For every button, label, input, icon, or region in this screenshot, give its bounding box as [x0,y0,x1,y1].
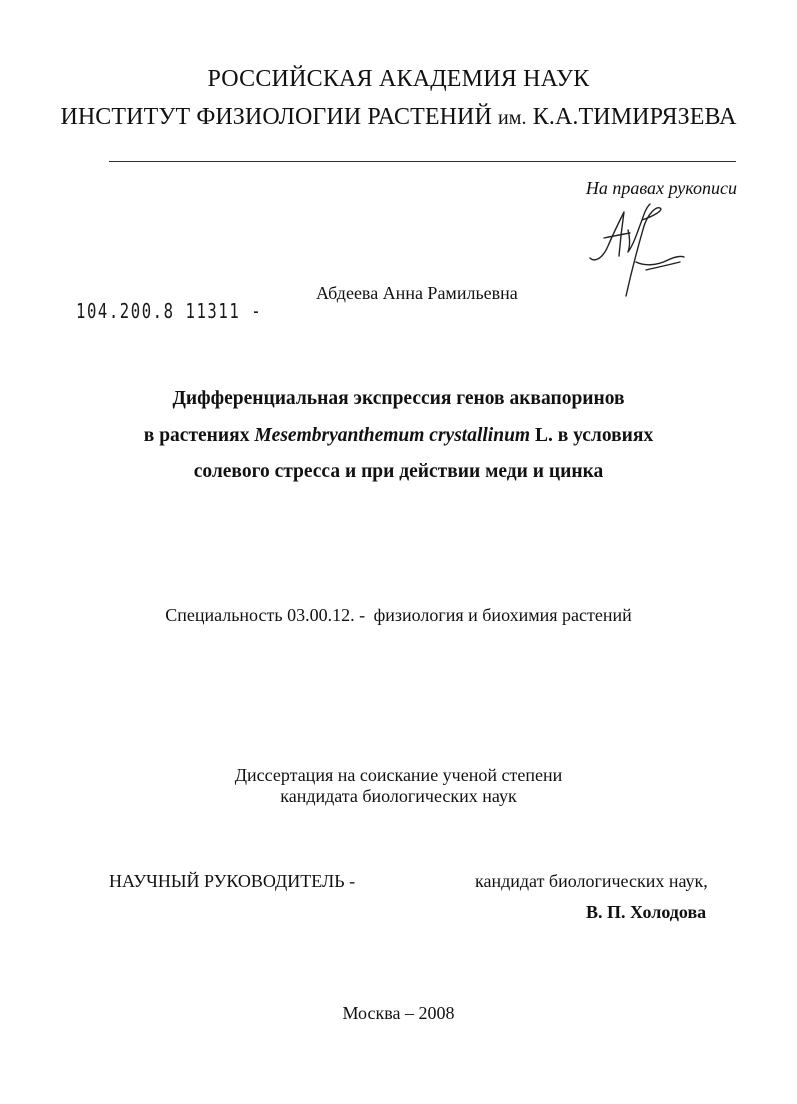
header-divider [109,161,736,162]
institute-name [0,104,797,131]
institute-im: им. [498,107,527,129]
specialty-field: физиология и биохимия растений [373,605,632,625]
archive-stamp: 104.200.8 11311 - [76,299,263,323]
supervisor-degree: кандидат биологических наук, [475,871,708,891]
species-name: Mesembryanthemum crystallinum [254,425,531,446]
specialty [0,605,797,626]
supervisor-label: НАУЧНЫЙ РУКОВОДИТЕЛЬ - [109,871,356,891]
thesis-title-line-2 [0,425,797,447]
institute-name-part1: ИНСТИТУТ ФИЗИОЛОГИИ РАСТЕНИЙ [60,104,492,130]
academy-name: РОССИЙСКАЯ АКАДЕМИЯ НАУК [207,66,590,92]
dissertation-line-1: Диссертация на соискание ученой степени [234,765,563,785]
signature-icon [584,200,688,302]
institute-name-part2: К.А.ТИМИРЯЗЕВА [532,104,737,130]
thesis-title-line-3: солевого стресса и при действии меди и цинка [193,461,604,482]
dissertation-line-2: кандидата биологических наук [280,786,517,806]
author-name: Абдеева Анна Рамильевна [316,283,518,303]
thesis-title-line-1: Дифференциальная экспрессия генов аквапоринов [172,388,625,409]
place-and-year: Москва – 2008 [342,1003,455,1023]
title-suffix: L. в условиях [530,425,654,446]
title-prefix: в растениях [143,425,255,446]
specialty-label: Специальность 03.00.12. - [165,605,366,625]
supervisor-name: В. П. Холодова [586,902,707,922]
manuscript-rights-note: На правах рукописи [585,178,737,198]
